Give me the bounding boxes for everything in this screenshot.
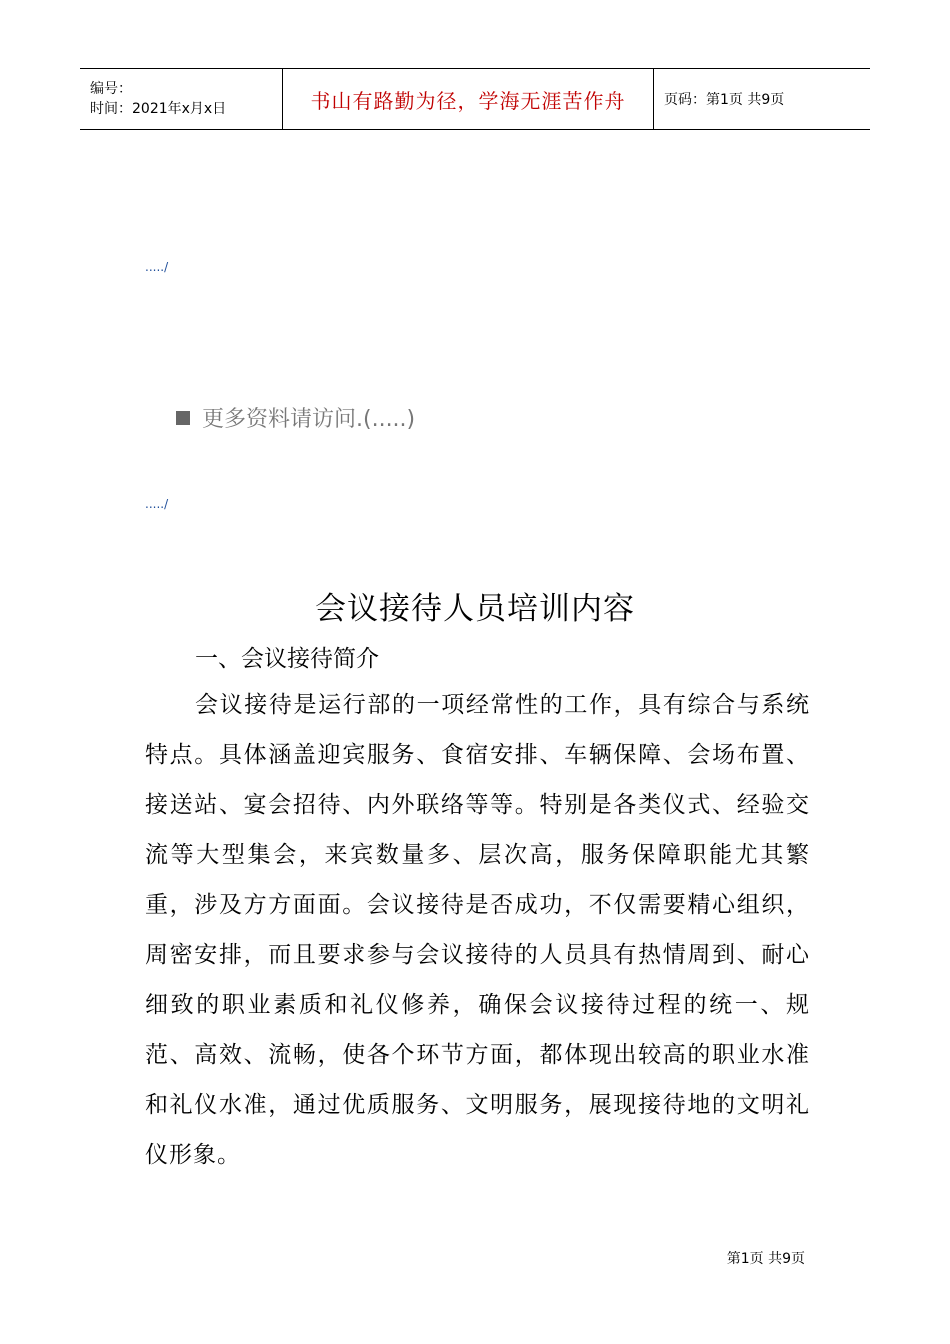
bottom-link[interactable]: ...../ [145, 497, 169, 511]
document-title: 会议接待人员培训内容 [315, 591, 635, 627]
page-footer: 第1页 共9页 [726, 1251, 805, 1267]
section-heading: 一、会议接待简介 [195, 646, 379, 672]
top-link[interactable]: ...../ [145, 260, 169, 274]
header-motto-cell [282, 69, 654, 129]
square-bullet-icon [176, 411, 190, 425]
more-info-text: 更多资料请访问.(.....) [202, 407, 416, 432]
header-meta [80, 69, 282, 129]
time-label: 时间：2021年x月x日 [90, 101, 227, 117]
page-info-label: 页码：第1页 共9页 [664, 92, 785, 108]
header-motto: 书山有路勤为径，学海无涯苦作舟 [310, 88, 626, 113]
number-label: 编号： [90, 81, 132, 97]
more-info[interactable] [176, 402, 415, 433]
section-body: 会议接待是运行部的一项经常性的工作，具有综合与系统特点。具体涵盖迎宾服务、食宿安排、车辆保障、会场布置、接送站、宴会招待、内外联络等等。特别是各类仪式、经验交流等大型集会，来宾数量多、层次高，服务保障职能尤其繁重，涉及方方面面。会议接待是否成功，不仅需要精心组织，周密安排，而且要求参与会议接待的人员具有热情周到、耐心细致的职业素质和礼仪修养，确保会议接待过程的统一、规范、高效、流畅，使各个环节方面，都体现出较高的职业水准和礼仪水准，通过优质服务、文明服务，展现接待地的文明礼仪形象。 [145, 692, 810, 1168]
page-header [80, 68, 870, 130]
header-page-info [654, 69, 870, 129]
